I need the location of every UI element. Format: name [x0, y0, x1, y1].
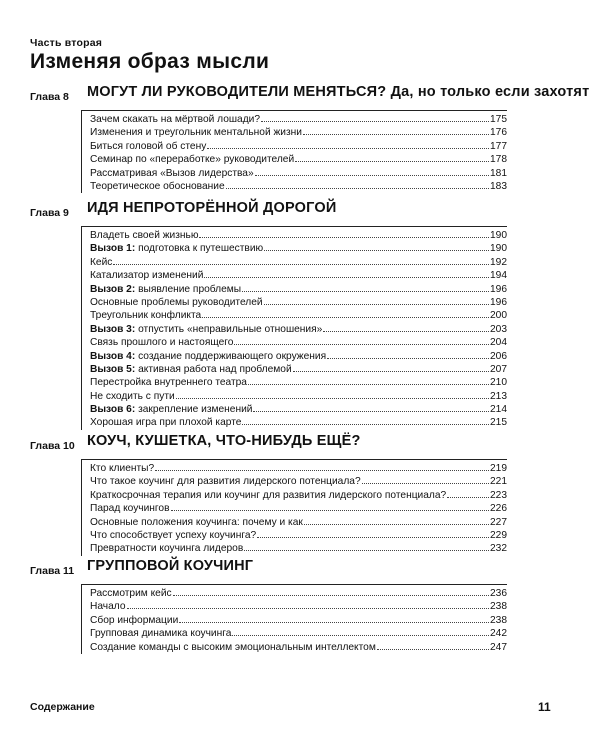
- toc-entry-challenge-label: Вызов 6:: [90, 404, 136, 416]
- toc-entry-page: 210: [490, 377, 507, 389]
- toc-entry-label: [90, 323, 322, 336]
- toc-entry-text: Рассматривая «Вызов лидерства»: [90, 167, 254, 179]
- chapter-header: [30, 558, 550, 582]
- toc-entry-page: 192: [490, 256, 507, 268]
- toc-entry-text: Что способствует успеху коучинга?: [90, 529, 257, 541]
- chapter-section: [30, 433, 550, 556]
- chapter-section: [30, 200, 550, 430]
- toc-entry-page: 190: [490, 230, 507, 241]
- toc-entry-page: 229: [490, 529, 507, 541]
- toc-entry-page: 178: [490, 154, 507, 166]
- dot-leader: [447, 497, 489, 498]
- toc-entry-label: [90, 309, 201, 322]
- toc-entry-list: [81, 459, 507, 556]
- toc-entry[interactable]: [90, 542, 507, 555]
- toc-entry-label: [90, 140, 206, 153]
- toc-entry[interactable]: [90, 256, 507, 269]
- dot-leader: [248, 384, 489, 385]
- toc-entry-label: [90, 600, 126, 613]
- toc-entry[interactable]: [90, 502, 507, 515]
- toc-entry-text: Теоретическое обоснование: [90, 180, 225, 192]
- dot-leader: [226, 188, 489, 189]
- toc-entry-page: 236: [490, 588, 507, 599]
- toc-entry-page: 177: [490, 140, 507, 152]
- toc-entry-page: 223: [490, 489, 507, 501]
- toc-entry-label: [90, 542, 243, 555]
- toc-entry-text: Краткосрочная терапия или коучинг для развития лидерского потенциала?: [90, 489, 447, 501]
- toc-entry-page: 221: [490, 476, 507, 488]
- toc-entry[interactable]: [90, 229, 507, 242]
- chapter-number: Глава 10: [30, 440, 75, 452]
- toc-entry[interactable]: [90, 242, 507, 255]
- footer-section-label: Содержание: [30, 701, 95, 713]
- toc-entry-list: [81, 584, 507, 654]
- toc-entry-text: Создание команды с высоким эмоциональным интеллектом: [90, 641, 376, 653]
- toc-entry-label: [90, 627, 231, 640]
- toc-entry-page: 247: [490, 641, 507, 653]
- chapter-section: [30, 558, 550, 654]
- toc-entry-challenge-label: Вызов 2:: [90, 283, 136, 295]
- toc-entry-page: 196: [490, 283, 507, 295]
- dot-leader: [171, 510, 489, 511]
- toc-entry-page: 175: [490, 114, 507, 125]
- dot-leader: [327, 358, 489, 359]
- toc-entry-label: [90, 180, 225, 193]
- toc-entry-label: [90, 376, 247, 389]
- dot-leader: [202, 317, 489, 318]
- toc-entry-text: Сбор информации: [90, 614, 179, 626]
- toc-entry-page: 213: [490, 390, 507, 402]
- toc-entry-label: [90, 229, 198, 242]
- toc-entry-label: [90, 502, 170, 515]
- toc-entry-label: [90, 416, 241, 429]
- toc-entry-label: [90, 350, 326, 363]
- toc-entry[interactable]: [90, 180, 507, 193]
- toc-entry-text: Кто клиенты?: [90, 463, 155, 474]
- toc-entry-page: 227: [490, 516, 507, 528]
- toc-entry-page: 242: [490, 628, 507, 640]
- toc-entry-label: [90, 256, 112, 269]
- toc-entry-page: 204: [490, 337, 507, 349]
- toc-entry[interactable]: [90, 113, 507, 126]
- dot-leader: [244, 550, 489, 551]
- toc-entry[interactable]: [90, 641, 507, 654]
- toc-entry-page: 226: [490, 503, 507, 515]
- dot-leader: [264, 304, 489, 305]
- toc-entry-page: 206: [490, 350, 507, 362]
- part-title: Изменяя образ мысли: [30, 50, 270, 73]
- toc-entry[interactable]: [90, 614, 507, 627]
- toc-entry-text: Что такое коучинг для развития лидерского потенциала?: [90, 476, 361, 488]
- dot-leader: [127, 608, 490, 609]
- dot-leader: [176, 398, 489, 399]
- toc-entry-text: Рассмотрим кейс: [90, 588, 172, 599]
- toc-entry-text: Катализатор изменений: [90, 270, 204, 282]
- toc-entry-page: 207: [490, 363, 507, 375]
- page-number: 11: [538, 700, 551, 714]
- toc-entry-label: [90, 516, 303, 529]
- toc-entry-text: выявление проблемы: [135, 283, 242, 295]
- toc-entry-page: 214: [490, 404, 507, 416]
- toc-entry[interactable]: [90, 587, 507, 600]
- toc-entry-label: [90, 403, 252, 416]
- dot-leader: [173, 595, 489, 596]
- toc-entry-text: Перестройка внутреннего театра: [90, 377, 247, 389]
- dot-leader: [362, 483, 489, 484]
- toc-entry-page: 238: [490, 601, 507, 613]
- toc-entry-page: 183: [490, 180, 507, 192]
- dot-leader: [257, 537, 489, 538]
- dot-leader: [323, 331, 489, 332]
- toc-entry-page: 181: [490, 167, 507, 179]
- toc-entry-page: 176: [490, 127, 507, 139]
- toc-entry[interactable]: [90, 126, 507, 139]
- toc-entry[interactable]: [90, 153, 507, 166]
- toc-entry-label: [90, 614, 178, 627]
- toc-entry-label: [90, 153, 294, 166]
- toc-entry[interactable]: [90, 376, 507, 389]
- toc-entry-label: [90, 390, 175, 403]
- toc-entry-text: Основные положения коучинга: почему и как: [90, 516, 303, 528]
- toc-entry-label: [90, 489, 446, 502]
- toc-entry[interactable]: [90, 390, 507, 403]
- toc-entry-text: Не сходить с пути: [90, 390, 175, 402]
- toc-entry-page: 190: [490, 243, 507, 255]
- toc-entry-page: 238: [490, 614, 507, 626]
- toc-entry-label: [90, 363, 292, 376]
- toc-entry-challenge-label: Вызов 5:: [90, 363, 136, 375]
- toc-entry-text: закрепление изменений: [135, 404, 253, 416]
- toc-entry-label: [90, 587, 172, 600]
- toc-entry-list: [81, 226, 507, 430]
- dot-leader: [207, 148, 489, 149]
- toc-entry[interactable]: [90, 283, 507, 296]
- toc-entry[interactable]: [90, 416, 507, 429]
- dot-leader: [234, 344, 489, 345]
- chapter-number: Глава 11: [30, 565, 75, 577]
- toc-entry[interactable]: [90, 475, 507, 488]
- toc-entry[interactable]: [90, 323, 507, 336]
- toc-entry-label: [90, 283, 241, 296]
- toc-entry-text: Биться головой об стену: [90, 140, 207, 152]
- dot-leader: [264, 250, 489, 251]
- toc-entry-text: создание поддерживающего окружения: [135, 350, 327, 362]
- toc-entry-page: 203: [490, 323, 507, 335]
- toc-entry[interactable]: [90, 489, 507, 502]
- toc-entry-list: [81, 110, 507, 193]
- toc-entry-challenge-label: Вызов 4:: [90, 350, 136, 362]
- chapter-title: ИДЯ НЕПРОТОРЁННОЙ ДОРОГОЙ: [87, 200, 337, 216]
- toc-entry-page: 219: [490, 463, 507, 474]
- toc-entry[interactable]: [90, 403, 507, 416]
- chapter-section: [30, 84, 590, 193]
- toc-entry[interactable]: [90, 167, 507, 180]
- toc-entry[interactable]: [90, 309, 507, 322]
- dot-leader: [295, 161, 489, 162]
- toc-entry-label: [90, 269, 203, 282]
- toc-entry[interactable]: [90, 296, 507, 309]
- toc-entry-text: Треугольник конфликта: [90, 310, 202, 322]
- part-label: Часть вторая: [30, 37, 103, 49]
- dot-leader: [199, 237, 489, 238]
- toc-entry-text: Владеть своей жизнью: [90, 230, 199, 241]
- toc-entry-label: [90, 113, 260, 126]
- toc-entry-label: [90, 641, 376, 654]
- toc-entry-label: [90, 462, 154, 475]
- dot-leader: [242, 424, 489, 425]
- toc-entry-text: Связь прошлого и настоящего: [90, 337, 234, 349]
- toc-entry-text: Превратности коучинга лидеров: [90, 543, 244, 555]
- chapter-header: [30, 200, 550, 224]
- toc-entry[interactable]: [90, 350, 507, 363]
- toc-entry-page: 200: [490, 310, 507, 322]
- dot-leader: [293, 371, 489, 372]
- dot-leader: [377, 649, 489, 650]
- chapter-header: [30, 84, 590, 108]
- toc-entry-text: подготовка к путешествию: [135, 243, 264, 255]
- toc-entry[interactable]: [90, 516, 507, 529]
- toc-entry[interactable]: [90, 627, 507, 640]
- chapter-title: ГРУППОВОЙ КОУЧИНГ: [87, 558, 254, 574]
- dot-leader: [179, 622, 489, 623]
- toc-entry-page: 196: [490, 296, 507, 308]
- toc-entry-label: [90, 475, 361, 488]
- chapter-header: [30, 433, 550, 457]
- toc-entry-page: 232: [490, 543, 507, 555]
- dot-leader: [304, 524, 489, 525]
- dot-leader: [255, 175, 489, 176]
- toc-entry-text: Начало: [90, 601, 126, 613]
- dot-leader: [232, 635, 489, 636]
- toc-entry[interactable]: [90, 336, 507, 349]
- chapter-number: Глава 8: [30, 91, 69, 103]
- toc-entry-label: [90, 126, 302, 139]
- dot-leader: [155, 470, 489, 471]
- dot-leader: [113, 264, 489, 265]
- toc-entry[interactable]: [90, 140, 507, 153]
- toc-entry[interactable]: [90, 529, 507, 542]
- toc-entry-label: [90, 529, 256, 542]
- dot-leader: [242, 291, 489, 292]
- toc-entry-text: Хорошая игра при плохой карте: [90, 417, 242, 429]
- toc-entry-text: Изменения и треугольник ментальной жизни: [90, 127, 302, 139]
- toc-entry-text: Семинар по «переработке» руководителей: [90, 154, 295, 166]
- toc-entry-text: отпустить «неправильные отношения»: [135, 323, 323, 335]
- toc-entry-label: [90, 167, 254, 180]
- toc-entry-label: [90, 336, 233, 349]
- toc-entry[interactable]: [90, 462, 507, 475]
- toc-entry-text: Кейс: [90, 256, 113, 268]
- chapter-number: Глава 9: [30, 207, 69, 219]
- toc-entry-text: Групповая динамика коучинга: [90, 628, 232, 640]
- dot-leader: [204, 277, 489, 278]
- toc-entry-challenge-label: Вызов 3:: [90, 323, 136, 335]
- dot-leader: [303, 134, 489, 135]
- dot-leader: [253, 411, 489, 412]
- toc-entry-text: активная работа над проблемой: [135, 363, 292, 375]
- toc-entry-page: 194: [490, 270, 507, 282]
- toc-entry[interactable]: [90, 269, 507, 282]
- toc-entry-page: 215: [490, 417, 507, 429]
- chapter-title: КОУЧ, КУШЕТКА, ЧТО-НИБУДЬ ЕЩЁ?: [87, 433, 361, 449]
- chapter-title: МОГУТ ЛИ РУКОВОДИТЕЛИ МЕНЯТЬСЯ? Да, но только если захотят: [87, 84, 590, 100]
- toc-entry[interactable]: [90, 363, 507, 376]
- toc-entry-text: Основные проблемы руководителей: [90, 296, 263, 308]
- toc-entry-text: Парад коучингов: [90, 503, 170, 515]
- toc-entry-text: Зачем скакать на мёртвой лошади?: [90, 114, 261, 125]
- toc-entry-label: [90, 296, 263, 309]
- toc-entry-label: [90, 242, 263, 255]
- dot-leader: [261, 121, 489, 122]
- toc-entry[interactable]: [90, 600, 507, 613]
- toc-entry-challenge-label: Вызов 1:: [90, 243, 136, 255]
